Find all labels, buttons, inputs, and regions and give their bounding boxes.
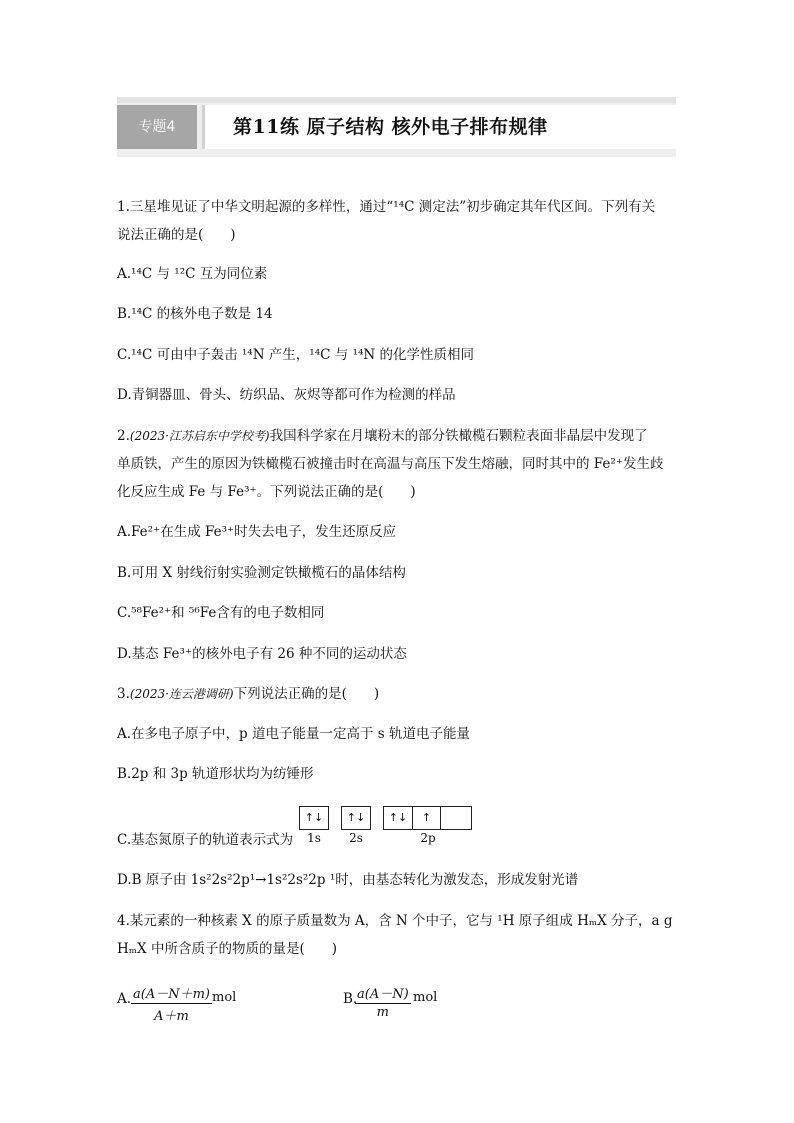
orbital-label-1s: 1s [307,831,321,845]
orbital-2p-cell-1: ↑↓ [388,811,408,824]
q1-option-a: A.¹⁴C 与 ¹²C 互为同位素 [117,266,268,282]
q4-option-b-unit: mol [413,990,438,1005]
orbital-2p-cell-2: ↑ [412,807,440,829]
q3-option-a: A.在多电子原子中，p 道电子能量一定高于 s 轨道电子能量 [117,726,470,742]
q3-option-d: D.B 原子由 1s²2s²2p¹→1s²2s²2p ¹时，由基态转化为激发态，形成发射光谱 [117,872,579,888]
orbital-2s-cell: ↑↓ [346,811,366,824]
q4-option-a-prefix: A. [117,991,132,1007]
title-box [205,105,676,149]
q2-stem-line3: 化反应生成 Fe 与 Fe³⁺。下列说法正确的是( ) [117,484,416,500]
q1-option-d: D.青铜器皿、骨头、纺织品、灰烬等都可作为检测的样品 [117,387,456,403]
q1-option-b: B.¹⁴C 的核外电子数是 14 [117,306,273,322]
q2-stem-line2: 单质铁，产生的原因为铁橄榄石被撞击时在高温与高压下发生熔融，同时其中的 Fe²⁺发生歧 [117,456,664,472]
q1-option-c: C.¹⁴C 可由中子轰击 ¹⁴N 产生，¹⁴C 与 ¹⁴N 的化学性质相同 [117,347,474,363]
q1-stem-line2: 说法正确的是( ) [117,227,236,243]
orbital-1s-cell: ↑↓ [304,811,324,824]
q3-option-b: B.2p 和 3p 轨道形状均为纺锤形 [117,766,314,782]
chapter-header [117,97,676,157]
q4-option-b-fraction [355,983,411,1020]
q2-stem-line1 [117,427,648,445]
orbital-box-1s [299,806,329,830]
q3-source: (2023·连云港调研) [129,687,234,701]
q4-stem-line1: 4.某元素的一种核素 X 的原子质量数为 A，含 N 个中子，它与 ¹H 原子组成 HₘX 分子，a g [117,913,673,929]
q3-stem-text: 下列说法正确的是( ) [233,686,380,702]
q2-option-d: D.基态 Fe³⁺的核外电子有 26 种不同的运动状态 [117,646,407,662]
q1-stem-line1: 1.三星堆见证了中华文明起源的多样性，通过“¹⁴C 测定法”初步确定其年代区间。下列有关 [117,199,656,215]
q3-stem [117,685,379,703]
q4-option-a-fraction [131,983,212,1024]
q4-option-b-prefix: B. [343,991,358,1007]
orbital-box-2p [383,806,472,830]
q2-stem-text: 我国科学家在月壤粉末的部分铁橄榄石颗粒表面非晶层中发现了 [269,428,648,444]
q3-number: 3. [117,686,130,702]
q4-option-b-numerator: a(A－N) [355,983,411,1004]
orbital-label-2s: 2s [349,831,363,845]
orbital-2p-cell-3 [440,807,471,829]
q4-option-a-unit: mol [212,990,237,1005]
orbital-label-2p: 2p [420,831,436,845]
q4-option-a-denominator: A＋m [154,1009,189,1024]
q2-option-a: A.Fe²⁺在生成 Fe³⁺时失去电子，发生还原反应 [117,524,397,540]
page-title: 第11练 原子结构 核外电子排布规律 [233,116,548,138]
q4-option-a-numerator: a(A－N＋m) [131,983,212,1004]
orbital-box-2s [341,806,371,830]
topic-tag: 专题4 [117,105,197,149]
q4-option-b-denominator: m [376,1005,389,1020]
q3-option-c: C.基态氮原子的轨道表示式为 [117,832,294,848]
q2-number: 2. [117,428,130,444]
q2-source: (2023·江苏启东中学校考) [129,429,270,443]
header-top-rule [117,97,676,103]
q2-option-c: C.⁵⁸Fe²⁺和 ⁵⁶Fe含有的电子数相同 [117,605,325,621]
q2-option-b: B.可用 X 射线衍射实验测定铁橄榄石的晶体结构 [117,565,406,581]
q4-stem-line2: HₘX 中所含质子的物质的量是( ) [117,941,337,957]
